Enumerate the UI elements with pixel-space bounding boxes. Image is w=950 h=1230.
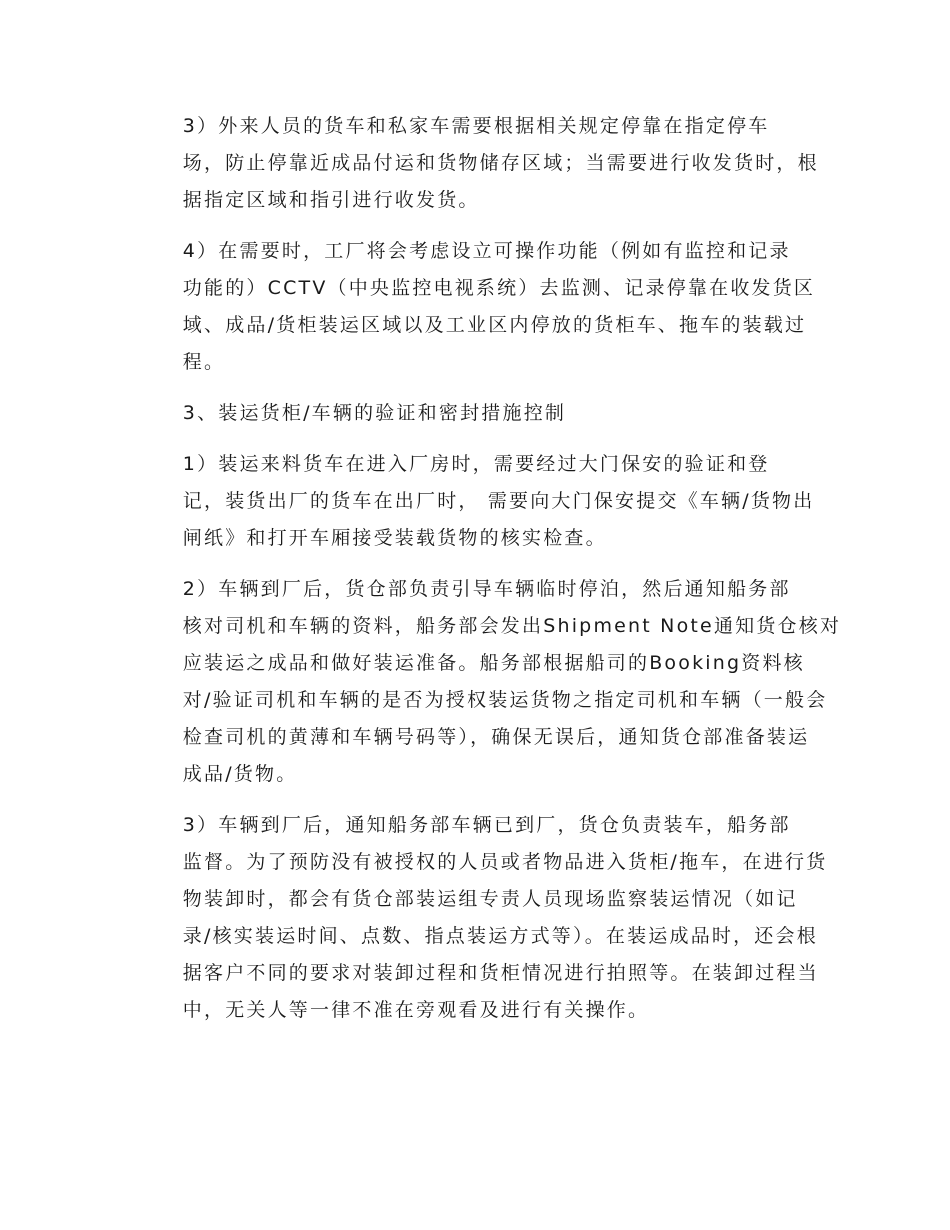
- paragraph-driver-verification: [141, 571, 842, 793]
- paragraph-loading-supervision: [141, 807, 828, 1029]
- text-line: 3、装运货柜/车辆的验证和密封措施控制: [182, 402, 567, 424]
- document-body: [141, 108, 842, 1029]
- paragraph-cctv: [141, 233, 816, 381]
- text-line: 应装运之成品和做好装运准备。船务部根据船司的Booking资料核: [182, 652, 805, 674]
- text-line: 据客户不同的要求对装卸过程和货柜情况进行拍照等。在装卸过程当: [182, 962, 819, 984]
- text-line: 功能的）CCTV（中央监控电视系统）去监测、记录停靠在收发货区: [182, 277, 816, 299]
- text-line: 1）装运来料货车在进入厂房时，需要经过大门保安的验证和登: [182, 453, 770, 475]
- text-line: 核对司机和车辆的资料，船务部会发出Shipment Note通知货仓核对: [182, 615, 842, 637]
- text-line: 域、成品/货柜装运区域以及工业区内停放的货柜车、拖车的装载过: [182, 314, 807, 336]
- text-line: 中，无关人等一律不准在旁观看及进行有关操作。: [182, 999, 650, 1021]
- text-line: 记，装货出厂的货车在出厂时， 需要向大门保安提交《车辆/货物出: [182, 490, 815, 512]
- text-line: 监督。为了预防没有被授权的人员或者物品进入货柜/拖车，在进行货: [182, 851, 828, 873]
- text-line: 程。: [182, 351, 226, 373]
- text-line: 检查司机的黄薄和车辆号码等），确保无误后，通知货仓部准备装运: [182, 726, 810, 748]
- text-line: 成品/货物。: [182, 763, 298, 785]
- text-line: 对/验证司机和车辆的是否为授权装运货物之指定司机和车辆（一般会: [182, 689, 828, 711]
- text-line: 据指定区域和指引进行收发货。: [182, 189, 480, 211]
- text-line: 4）在需要时，工厂将会考虑设立可操作功能（例如有监控和记录: [182, 240, 791, 262]
- text-line: 物装卸时，都会有货仓部装运组专责人员现场监察装运情况（如记: [182, 888, 798, 910]
- paragraph-gate-verification: [141, 446, 815, 557]
- text-line: 录/核实装运时间、点数、指点装运方式等）。在装运成品时，还会根: [182, 925, 818, 947]
- text-line: 3）车辆到厂后，通知船务部车辆已到厂，货仓负责装车，船务部: [182, 814, 791, 836]
- text-line: 2）车辆到厂后，货仓部负责引导车辆临时停泊，然后通知船务部: [182, 578, 791, 600]
- text-line: 闸纸》和打开车厢接受装载货物的核实检查。: [182, 527, 607, 549]
- paragraph-visitor-vehicles: [141, 108, 819, 219]
- text-line: 3）外来人员的货车和私家车需要根据相关规定停靠在指定停车: [182, 115, 770, 137]
- text-line: 场，防止停靠近成品付运和货物储存区域；当需要进行收发货时，根: [182, 152, 819, 174]
- section-heading: [141, 395, 809, 432]
